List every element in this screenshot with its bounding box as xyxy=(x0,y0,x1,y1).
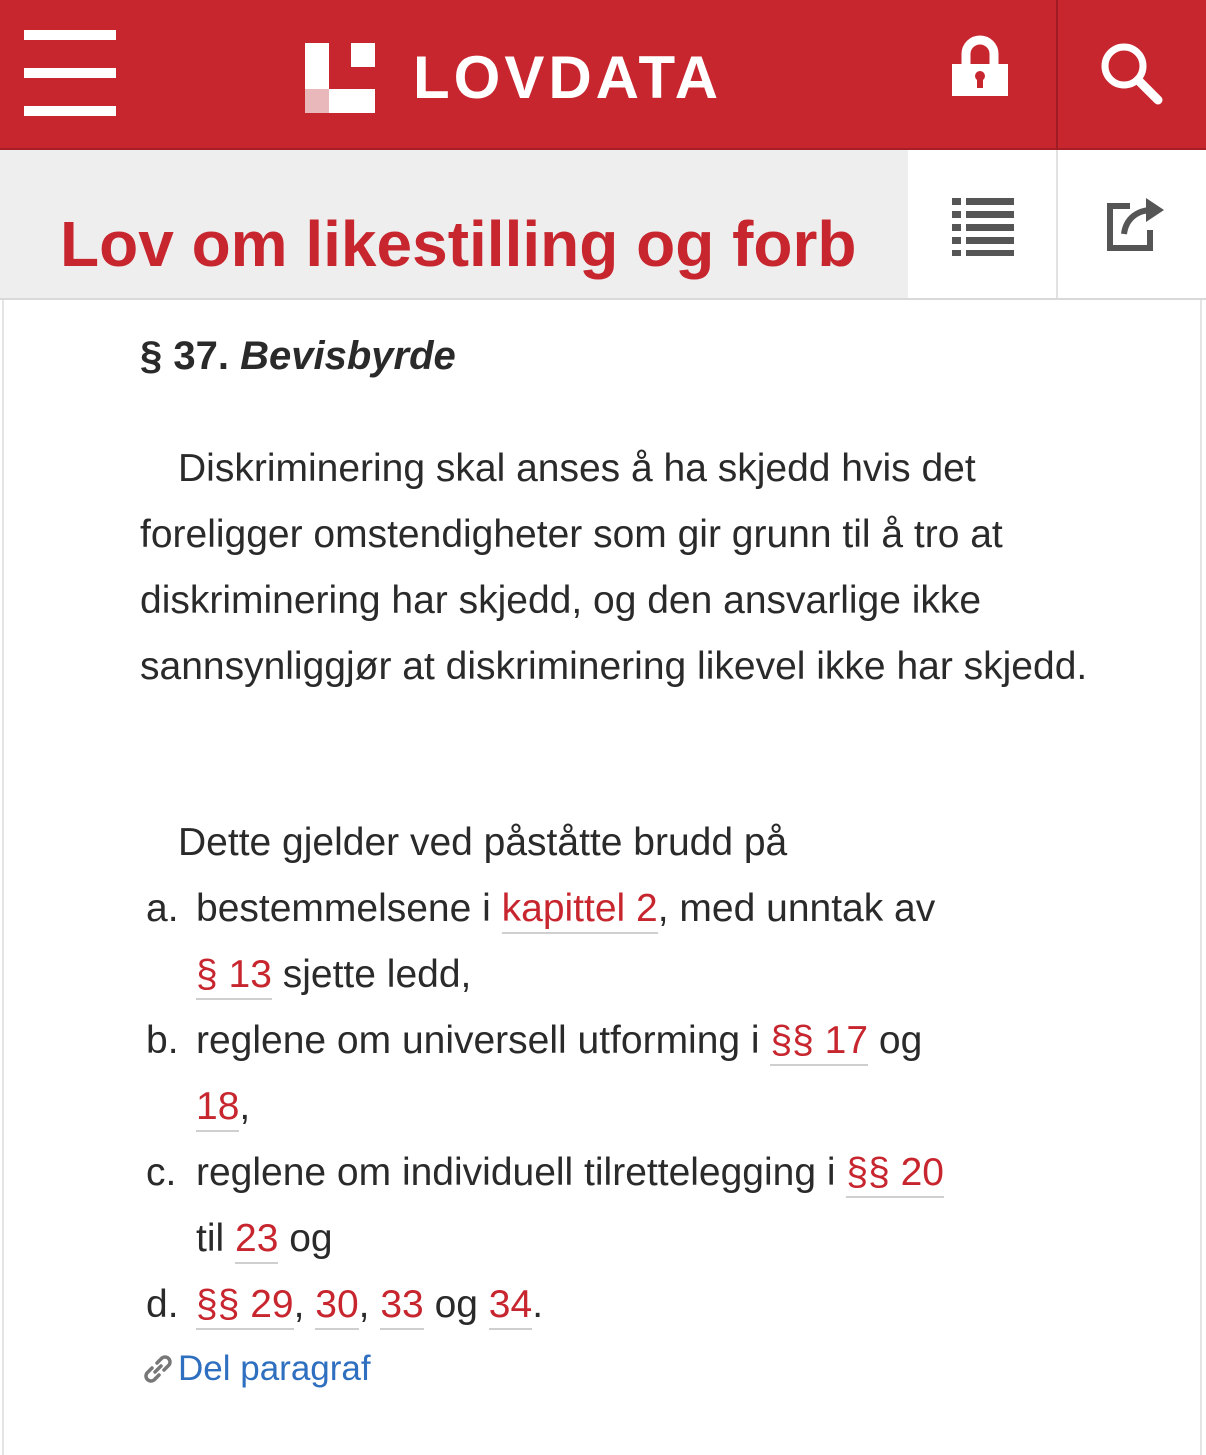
list-text: , med unntak av xyxy=(657,887,936,930)
link-section-18[interactable]: 18 xyxy=(196,1085,239,1132)
list-text: og xyxy=(278,1217,333,1260)
lock-icon[interactable] xyxy=(940,30,1020,110)
link-section-33[interactable]: 33 xyxy=(380,1283,423,1330)
title-bar xyxy=(0,150,1206,300)
top-header xyxy=(0,0,1206,150)
paragraph-1: Diskriminering skal anses å ha skjedd hvis det foreligger omstendigheter som gir grunn til å tro at diskriminering har skjedd, og den ansvarlige ikke sannsynliggjør at diskriminering likevel ikke har skjedd. xyxy=(140,447,1088,688)
list-text: til xyxy=(196,1217,235,1260)
lovdata-logo-icon xyxy=(305,43,375,113)
law-content xyxy=(2,300,1202,1455)
link-section-29[interactable]: §§ 29 xyxy=(196,1283,294,1330)
list-marker: b. xyxy=(146,1019,179,1062)
list-text: sjette ledd, xyxy=(271,953,472,996)
list-text: reglene om individuell tilrettelegging i xyxy=(196,1151,847,1194)
list-separator: , xyxy=(358,1283,381,1326)
link-section-23[interactable]: 23 xyxy=(235,1217,278,1264)
list-text: , xyxy=(239,1085,251,1128)
link-section-34[interactable]: 34 xyxy=(489,1283,532,1330)
link-section-30[interactable]: 30 xyxy=(315,1283,358,1330)
list-separator: . xyxy=(532,1283,544,1326)
list-item-d xyxy=(140,1272,1090,1338)
hamburger-menu-icon[interactable] xyxy=(24,30,116,116)
logo-text: LOVDATA xyxy=(413,44,723,111)
list-separator: og xyxy=(423,1283,489,1326)
list-marker: a. xyxy=(146,887,179,930)
share-paragraph-link[interactable] xyxy=(140,1346,371,1392)
lovdata-logo[interactable] xyxy=(305,42,722,114)
link-section-13[interactable]: § 13 xyxy=(196,953,272,1000)
toolbar-divider xyxy=(1056,150,1058,298)
list-icon[interactable] xyxy=(950,192,1016,258)
header-divider xyxy=(1056,0,1058,150)
list-text: reglene om universell utforming i xyxy=(196,1019,771,1062)
violation-list xyxy=(140,876,1090,1338)
list-item-b xyxy=(140,1008,1090,1140)
page-title: Lov om likestilling og forb xyxy=(60,208,857,280)
share-icon[interactable] xyxy=(1104,192,1166,254)
link-icon xyxy=(140,1351,176,1387)
list-marker: c. xyxy=(146,1151,177,1194)
paragraph-2-intro: Dette gjelder ved påståtte brudd på xyxy=(178,821,788,864)
list-item-c xyxy=(140,1140,1090,1272)
list-item-a xyxy=(140,876,1090,1008)
search-icon[interactable] xyxy=(1090,30,1170,110)
link-section-20[interactable]: §§ 20 xyxy=(846,1151,944,1198)
list-separator: , xyxy=(293,1283,316,1326)
share-paragraph-label: Del paragraf xyxy=(178,1349,371,1388)
list-text: og xyxy=(868,1019,923,1062)
section-heading xyxy=(140,332,456,380)
title-toolbar xyxy=(908,150,1206,298)
link-section-17[interactable]: §§ 17 xyxy=(770,1019,868,1066)
section-title: Bevisbyrde xyxy=(240,334,456,378)
list-marker: d. xyxy=(146,1283,179,1326)
list-text: bestemmelsene i xyxy=(196,887,502,930)
link-kapittel-2[interactable]: kapittel 2 xyxy=(502,887,658,934)
section-number: § 37. xyxy=(140,334,229,378)
